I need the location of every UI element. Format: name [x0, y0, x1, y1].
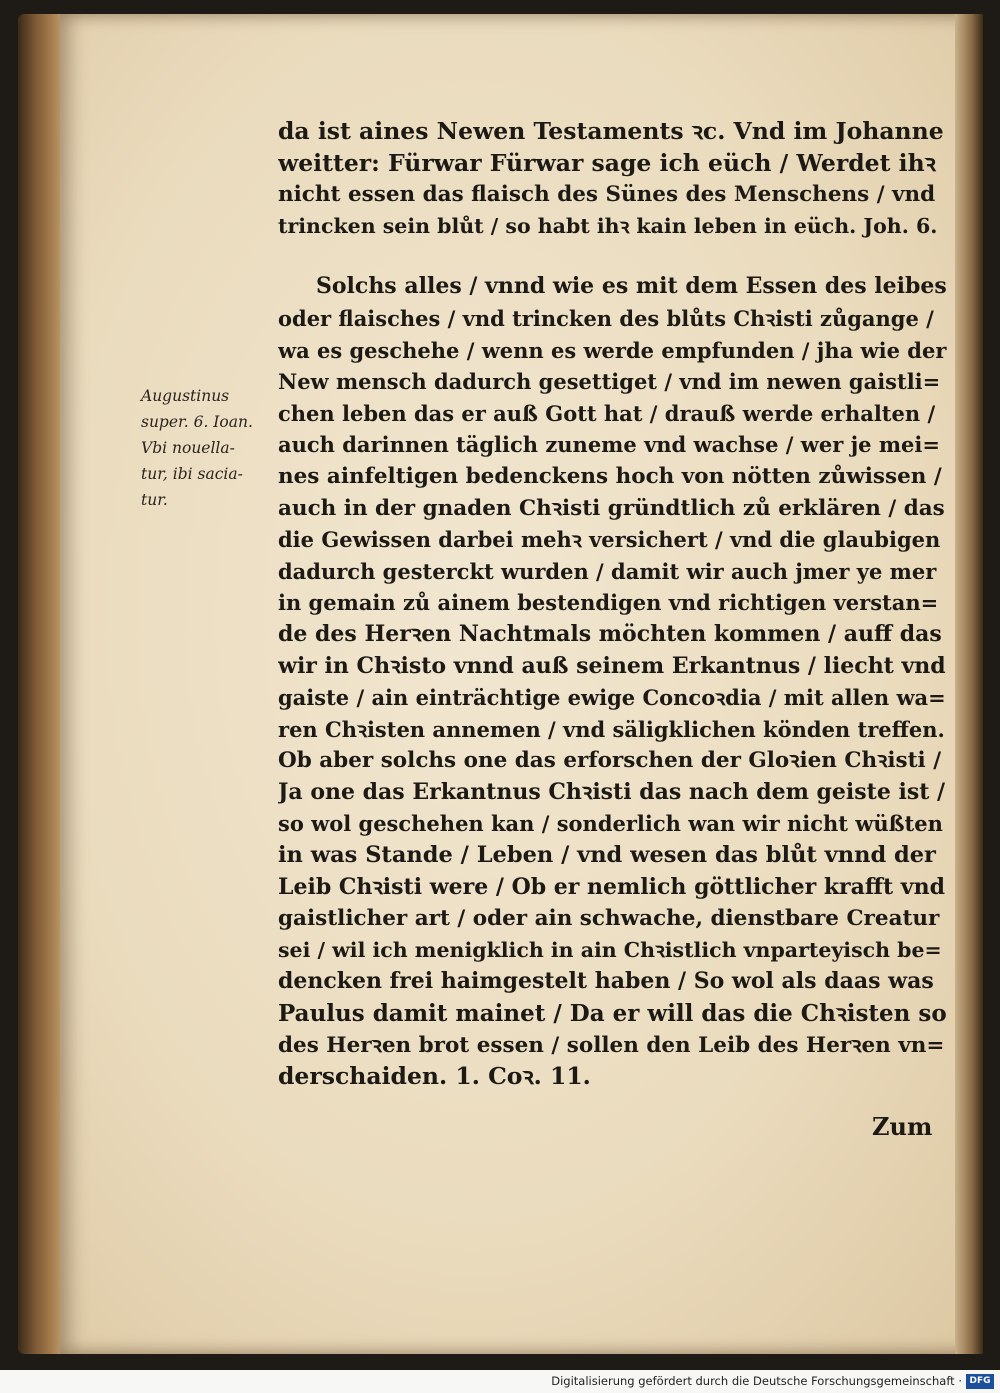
text-line: dadurch gesterckt wurden / damit wir auch jmer ye mer [278, 558, 937, 584]
text-line: oder flaisches / vnd trincken des blůts Chꝛisti zůgange / [278, 305, 934, 331]
dfg-logo: DFG [966, 1374, 994, 1389]
marginal-line: super. 6. Ioan. [141, 413, 253, 431]
text-line: dencken frei haimgestelt haben / So wol als daas was [278, 968, 934, 995]
text-line: trincken sein blůt / so habt ihꝛ kain leben in eüch. Joh. 6. [278, 213, 938, 238]
text-line: auch in der gnaden Chꝛisti gründtlich zů erklären / das [278, 495, 945, 521]
book-edge [18, 14, 64, 1354]
marginal-line: tur. [141, 491, 168, 509]
marginal-note [141, 383, 271, 513]
text-line: Paulus damit mainet / Da er will das die Chꝛisten so [278, 1000, 947, 1028]
text-line: chen leben das er auß Gott hat / drauß werde erhalten / [278, 400, 936, 426]
text-line: gaiste / ain einträchtige ewige Concoꝛdia / mit allen wa= [278, 685, 946, 711]
text-line: ren Chꝛisten annemen / vnd säligklichen könden treffen. [278, 716, 945, 742]
text-line: nicht essen das flaisch des Sünes des Menschens / vnd [278, 182, 936, 208]
text-line: Leib Chꝛisti were / Ob er nemlich göttlicher krafft vnd [278, 873, 945, 900]
text-line: auch darinnen täglich zuneme vnd wachse / wer je mei= [278, 432, 940, 458]
book-gutter [955, 14, 983, 1354]
text-line: nes ainfeltigen bedenckens hoch von nötten zůwissen / [278, 463, 942, 489]
paragraph-2 [278, 271, 948, 1092]
text-line: de des Herꝛen Nachtmals möchten kommen / auff das [278, 620, 942, 647]
text-line: gaistlicher art / oder ain schwache, dienstbare Creatur [278, 906, 940, 932]
text-line: sei / wil ich menigklich in ain Chꝛistlich vnparteyisch be= [278, 937, 942, 962]
text-line: wir in Chꝛisto vnnd auß seinem Erkantnus / liecht vnd [278, 652, 946, 679]
text-line: New mensch dadurch gesettiget / vnd im newen gaistli= [278, 369, 941, 395]
text-line: so wol geschehen kan / sonderlich wan wir nicht wüßten [278, 811, 943, 837]
paragraph-gap [278, 242, 948, 271]
text-line: des Herꝛen brot essen / sollen den Leib des Herꝛen vn= [278, 1032, 945, 1058]
footer-credit: Digitalisierung gefördert durch die Deutsche Forschungsgemeinschaft · [551, 1374, 962, 1388]
text-line: weitter: Fürwar Fürwar sage ich eüch / Werdet ihꝛ [278, 148, 936, 177]
marginal-line: Augustinus [141, 387, 230, 405]
paragraph-1 [278, 116, 948, 242]
text-line: die Gewissen darbei mehꝛ versichert / vnd die glaubigen [278, 527, 941, 553]
text-line: in was Stande / Leben / vnd wesen das blůt vnnd der [278, 842, 936, 869]
marginal-line: Vbi nouella- [141, 439, 235, 457]
text-line: Ja one das Erkantnus Chꝛisti das nach dem geiste ist / [278, 778, 946, 805]
text-line: wa es geschehe / wenn es werde empfunden / jha wie der [278, 337, 947, 363]
text-line: in gemain zů ainem bestendigen vnd richtigen verstan= [278, 590, 939, 616]
body-text [278, 116, 948, 1093]
catchword: Zum [872, 1112, 933, 1141]
text-line: Solchs alles / vnnd wie es mit dem Essen des leibes [316, 273, 947, 300]
text-line: da ist aines Newen Testaments ꝛc. Vnd im Johanne [278, 117, 944, 145]
text-line: derschaiden. 1. Coꝛ. 11. [278, 1062, 591, 1091]
marginal-line: tur, ibi sacia- [141, 465, 243, 483]
footer-bar [0, 1370, 1000, 1393]
text-line: Ob aber solchs one das erforschen der Gloꝛien Chꝛisti / [278, 748, 942, 774]
